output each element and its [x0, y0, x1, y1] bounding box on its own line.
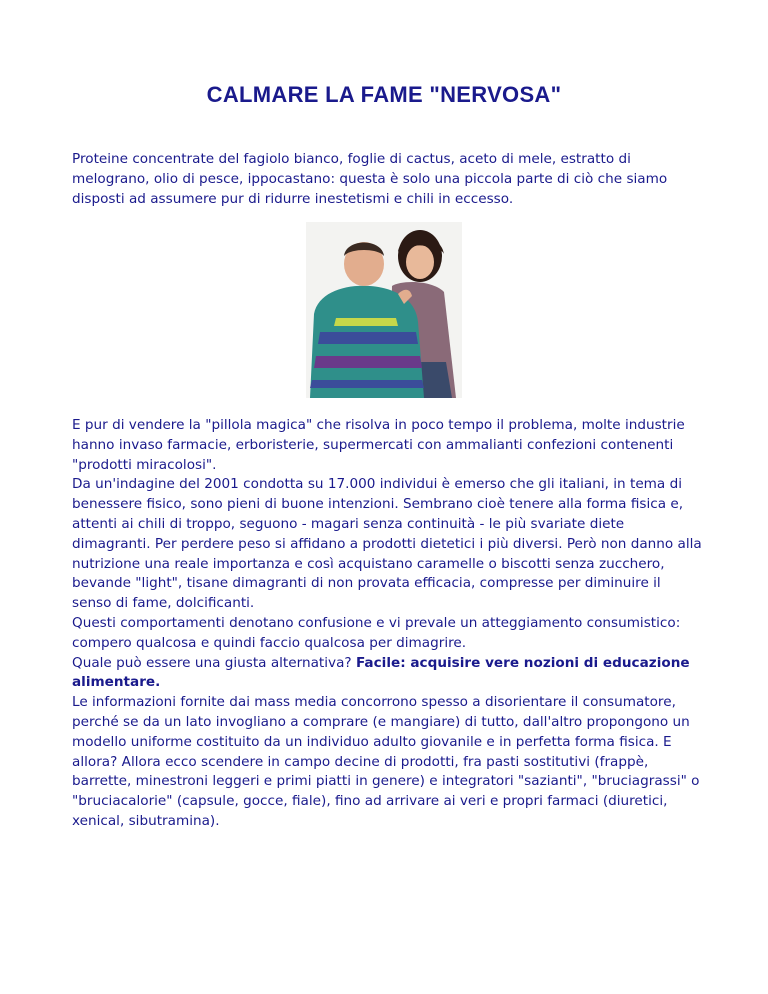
paragraph-4: Quale può essere una giusta alternativa?: [72, 654, 356, 671]
paragraph-1: E pur di vendere la "pillola magica" che risolva in poco tempo il problema, molte industrie hanno invaso farmacie, erboristerie, supermercati con ammalianti confezioni contenenti "prodotti miracolosi".: [72, 417, 685, 473]
couple-photo: [306, 222, 462, 398]
paragraph-2: Da un'indagine del 2001 condotta su 17.000 individui è emerso che gli italiani, in tema di benessere fisico, sono pieni di buone intenzioni. Sembrano cioè tenere alla forma fisica e, attenti ai chili di troppo, seguono - magari senza continuità - le più svariate diete dimagranti. Per perdere peso si affidano a prodotti dietetici i più diversi. Però non danno alla nutrizione una reale importanza e così acquistano caramelle o biscotti senza zucchero, bevande "light", tisane dimagranti di non provata efficacia, compresse per diminuire il senso di fame, dolcificanti.: [72, 476, 702, 612]
paragraph-3: Questi comportamenti denotano confusione e vi prevale un atteggiamento consumistico: compero qualcosa e quindi faccio qualcosa per dimagrire.: [72, 614, 681, 651]
intro-paragraph: Proteine concentrate del fagiolo bianco, foglie di cactus, aceto di mele, estratto di melograno, olio di pesce, ippocastano: questa è solo una piccola parte di ciò che siamo disposti ad assumere pur di ridurre inestetismi e chili in eccesso.: [72, 151, 668, 207]
page-title: CALMARE LA FAME "NERVOSA": [206, 82, 562, 107]
body-text: [72, 416, 702, 832]
paragraph-5: Le informazioni fornite dai mass media concorrono spesso a disorientare il consumatore, perché se da un lato invogliano a comprare (e mangiare) di tutto, dall'altro propongono un modello uniforme costituito da un individuo adulto giovanile e in perfetta forma fisica. E allora? Allora ecco scendere in campo decine di prodotti, fra pasti sostitutivi (frappè, barrette, minestroni leggeri e primi piatti in genere) e integratori "sazianti", "bruciagrassi" o "bruciacalorie" (capsule, gocce, fiale), fino ad arrivare ai veri e propri farmaci (diuretici, xenical, sibutramina).: [72, 694, 700, 829]
paragraph-4-emphasis: Facile: acquisire vere nozioni di educazione alimentare.: [72, 654, 690, 691]
